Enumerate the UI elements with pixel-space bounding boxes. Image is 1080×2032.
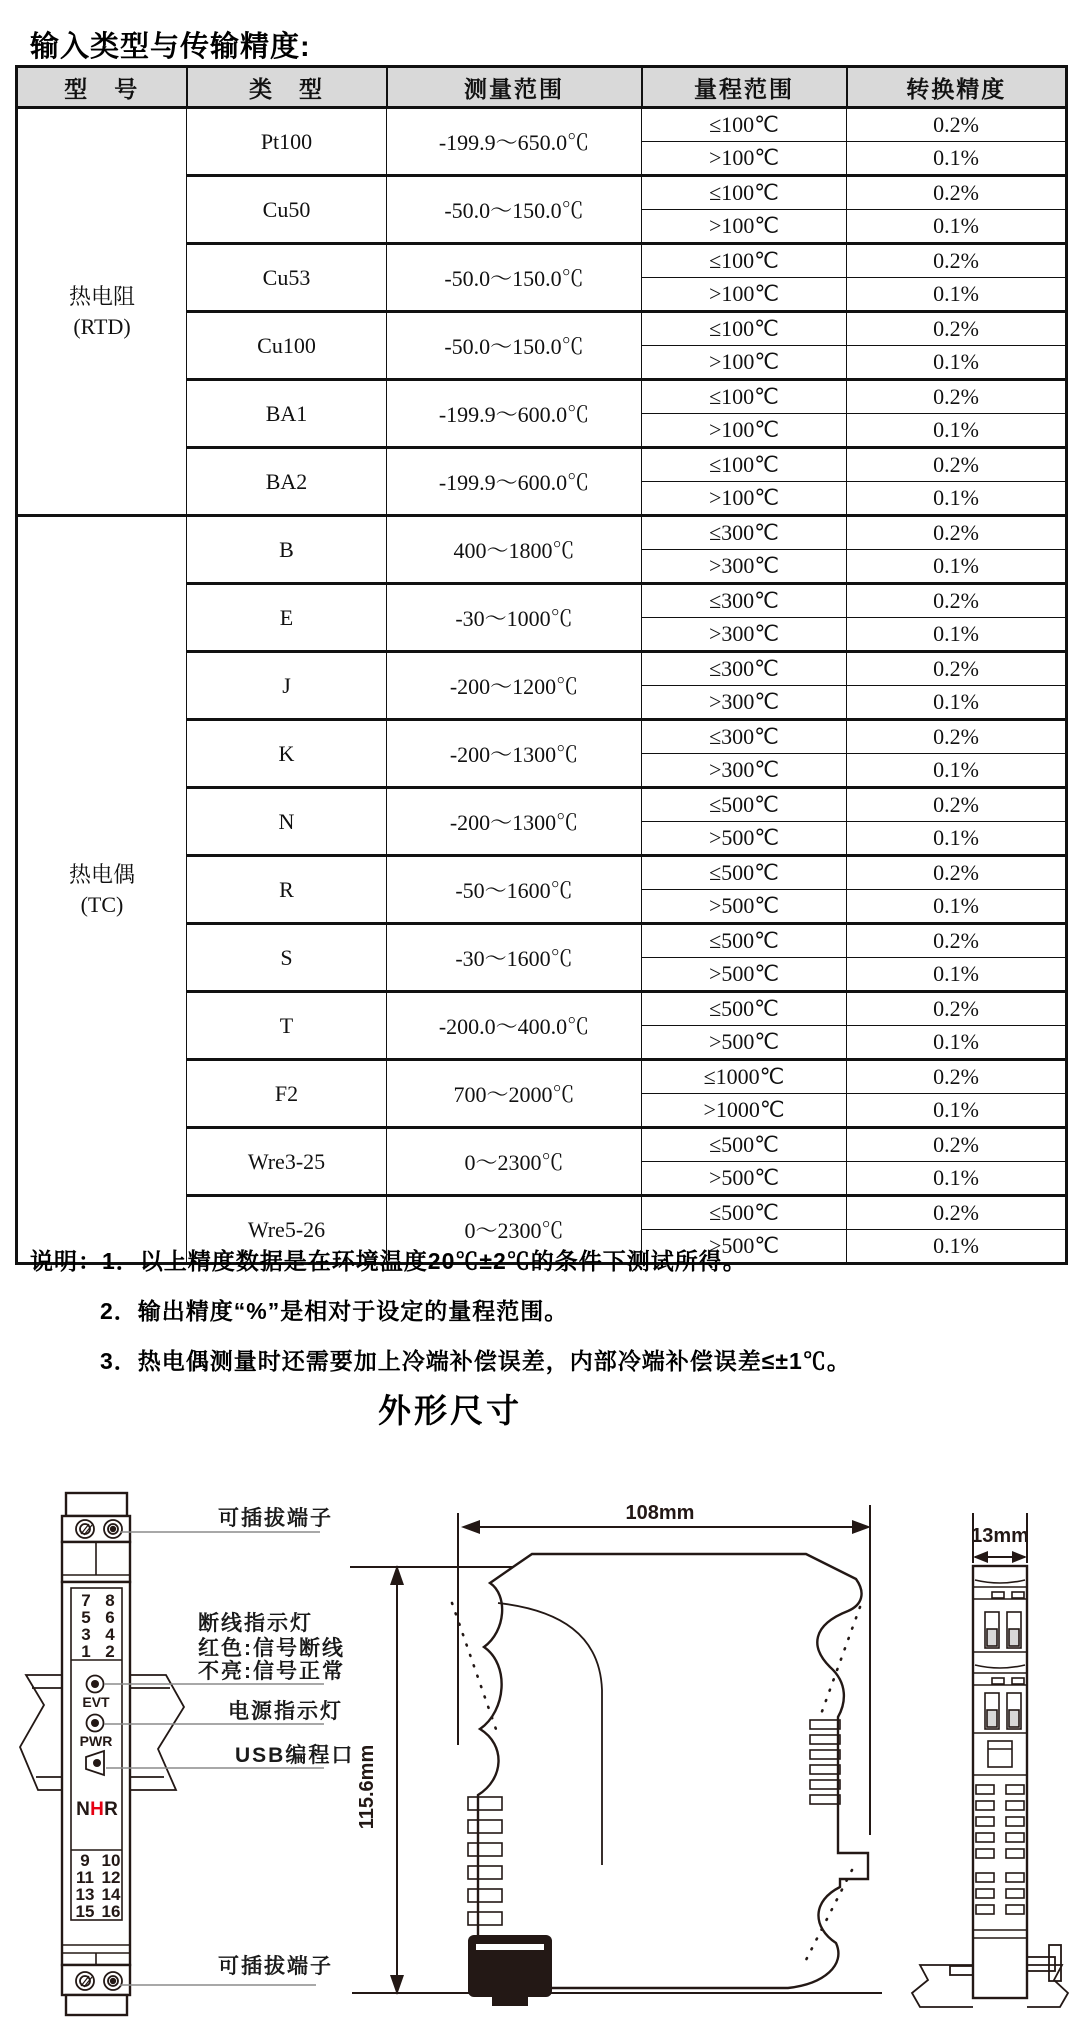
accuracy-cell: 0.1%	[847, 1026, 1067, 1060]
accuracy-cell: 0.1%	[847, 958, 1067, 992]
accuracy-cell: 0.1%	[847, 142, 1067, 176]
type-cell: Pt100	[187, 108, 387, 176]
break-indicator-label: 断线指示灯	[198, 1612, 313, 1635]
terminal-16: 16	[101, 1902, 121, 1921]
accuracy-cell: 0.1%	[847, 686, 1067, 720]
accuracy-cell: 0.2%	[847, 1128, 1067, 1162]
type-cell: R	[187, 856, 387, 924]
note-item-2: 2．输出精度“%”是相对于设定的量程范围。	[100, 1298, 569, 1324]
accuracy-cell: 0.1%	[847, 414, 1067, 448]
range-cell: -50.0～150.0℃	[387, 244, 642, 312]
accuracy-cell: 0.2%	[847, 584, 1067, 618]
range-cell: -200～1300℃	[387, 720, 642, 788]
accuracy-cell: 0.2%	[847, 108, 1067, 142]
terminal-2: 2	[105, 1642, 115, 1661]
model-cell-1: 热电偶 (TC)	[17, 516, 187, 1264]
terminal-5: 5	[81, 1608, 91, 1627]
type-cell: K	[187, 720, 387, 788]
span-cell: ≤500℃	[642, 992, 847, 1026]
range-cell: 0～2300℃	[387, 1196, 642, 1264]
span-cell: >500℃	[642, 890, 847, 924]
thickness-dimension-label: 13mm	[971, 1525, 1029, 1547]
type-cell: Cu53	[187, 244, 387, 312]
logo-letter-n: N	[76, 1799, 90, 1820]
accuracy-cell: 0.1%	[847, 1230, 1067, 1264]
side-view-vent-slots-right	[810, 1720, 840, 1804]
span-cell: >300℃	[642, 686, 847, 720]
range-cell: -199.9～600.0℃	[387, 448, 642, 516]
span-cell: >100℃	[642, 142, 847, 176]
type-cell: Wre3-25	[187, 1128, 387, 1196]
range-cell: -200～1200℃	[387, 652, 642, 720]
accuracy-cell: 0.2%	[847, 1196, 1067, 1230]
side-view-inner-detail	[498, 1603, 602, 1865]
accuracy-cell: 0.2%	[847, 516, 1067, 550]
accuracy-cell: 0.1%	[847, 1162, 1067, 1196]
span-cell: ≤100℃	[642, 176, 847, 210]
span-cell: >100℃	[642, 210, 847, 244]
terminal-13: 13	[75, 1885, 95, 1904]
thickness-dimension	[971, 1513, 1029, 1563]
type-cell: S	[187, 924, 387, 992]
span-cell: >300℃	[642, 754, 847, 788]
power-indicator-label: 电源指示灯	[228, 1700, 343, 1723]
type-cell: T	[187, 992, 387, 1060]
range-cell: -199.9～650.0℃	[387, 108, 642, 176]
accuracy-cell: 0.1%	[847, 210, 1067, 244]
column-header-4: 转换精度	[847, 67, 1067, 108]
column-header-3: 量程范围	[642, 67, 847, 108]
terminal-4: 4	[105, 1625, 115, 1644]
note-line-2	[30, 1286, 1060, 1336]
table-row	[17, 108, 1067, 142]
width-dimension	[461, 1502, 871, 1534]
narrow-module-details	[973, 1580, 1027, 1938]
type-cell: Cu100	[187, 312, 387, 380]
range-cell: -200～1300℃	[387, 788, 642, 856]
type-cell: J	[187, 652, 387, 720]
accuracy-cell: 0.1%	[847, 346, 1067, 380]
side-view-drawing	[350, 1502, 882, 2006]
range-cell: -30～1000℃	[387, 584, 642, 652]
accuracy-cell: 0.2%	[847, 1060, 1067, 1094]
side-view-reference-lines	[350, 1505, 882, 1993]
type-cell: Wre5-26	[187, 1196, 387, 1264]
range-cell: -30～1600℃	[387, 924, 642, 992]
usb-port-label: USB编程口	[235, 1744, 355, 1767]
width-dimension-label: 108mm	[625, 1502, 695, 1524]
terminal-1: 1	[81, 1642, 91, 1661]
span-cell: >100℃	[642, 278, 847, 312]
note-item-3: 3．热电偶测量时还需要加上冷端补偿误差，内部冷端补偿误差≤±1℃。	[100, 1348, 851, 1374]
accuracy-cell: 0.2%	[847, 856, 1067, 890]
accuracy-cell: 0.2%	[847, 992, 1067, 1026]
accuracy-cell: 0.1%	[847, 278, 1067, 312]
accuracy-cell: 0.1%	[847, 618, 1067, 652]
type-cell: N	[187, 788, 387, 856]
span-cell: ≤300℃	[642, 516, 847, 550]
span-cell: >1000℃	[642, 1094, 847, 1128]
accuracy-cell: 0.2%	[847, 652, 1067, 686]
dimensions-section-title: 外形尺寸	[378, 1392, 522, 1429]
span-cell: >500℃	[642, 1026, 847, 1060]
terminal-8: 8	[105, 1591, 115, 1610]
span-cell: ≤100℃	[642, 108, 847, 142]
page-title: 输入类型与传输精度:	[30, 31, 311, 63]
span-cell: ≤500℃	[642, 1196, 847, 1230]
span-cell: >500℃	[642, 1230, 847, 1264]
span-cell: >500℃	[642, 958, 847, 992]
terminal-11: 11	[76, 1868, 94, 1887]
nhr-logo	[76, 1799, 118, 1820]
note-line-1	[30, 1236, 1060, 1286]
accuracy-cell: 0.2%	[847, 448, 1067, 482]
column-header-0: 型 号	[17, 67, 187, 108]
type-cell: BA2	[187, 448, 387, 516]
span-cell: >100℃	[642, 482, 847, 516]
accuracy-cell: 0.1%	[847, 550, 1067, 584]
accuracy-cell: 0.1%	[847, 482, 1067, 516]
terminal-10: 10	[101, 1851, 121, 1870]
front-view-drawing	[20, 1493, 354, 2015]
spec-table-header	[17, 67, 1067, 108]
accuracy-cell: 0.1%	[847, 890, 1067, 924]
accuracy-cell: 0.1%	[847, 1094, 1067, 1128]
span-cell: ≤100℃	[642, 244, 847, 278]
notes-block	[30, 1236, 1060, 1386]
span-cell: >500℃	[642, 822, 847, 856]
accuracy-cell: 0.2%	[847, 176, 1067, 210]
logo-letter-r: R	[104, 1799, 118, 1820]
pwr-label: PWR	[79, 1733, 113, 1749]
span-cell: >500℃	[642, 1162, 847, 1196]
terminal-7: 7	[81, 1591, 91, 1610]
terminal-9: 9	[80, 1851, 90, 1870]
range-cell: -199.9～600.0℃	[387, 380, 642, 448]
span-cell: ≤1000℃	[642, 1060, 847, 1094]
accuracy-cell: 0.2%	[847, 924, 1067, 958]
range-cell: -50.0～150.0℃	[387, 176, 642, 244]
spec-table	[15, 65, 1068, 1265]
type-cell: BA1	[187, 380, 387, 448]
accuracy-cell: 0.1%	[847, 822, 1067, 856]
side-view-dotted-lines	[452, 1603, 860, 1960]
span-cell: ≤300℃	[642, 652, 847, 686]
accuracy-cell: 0.2%	[847, 244, 1067, 278]
span-cell: ≤500℃	[642, 1128, 847, 1162]
terminal-3: 3	[81, 1625, 91, 1644]
range-cell: 700～2000℃	[387, 1060, 642, 1128]
terminal-15: 15	[75, 1902, 95, 1921]
span-cell: ≤500℃	[642, 924, 847, 958]
column-header-1: 类 型	[187, 67, 387, 108]
height-dimension-label: 115.6mm	[356, 1744, 378, 1830]
accuracy-cell: 0.1%	[847, 754, 1067, 788]
side-view-vent-slots-left	[468, 1797, 502, 1925]
accuracy-cell: 0.2%	[847, 312, 1067, 346]
notes-prefix: 说明：	[30, 1248, 102, 1274]
note-line-3	[30, 1336, 1060, 1386]
range-cell: -50～1600℃	[387, 856, 642, 924]
span-cell: >100℃	[642, 414, 847, 448]
accuracy-cell: 0.2%	[847, 720, 1067, 754]
accuracy-cell: 0.2%	[847, 788, 1067, 822]
span-cell: ≤300℃	[642, 720, 847, 754]
span-cell: >300℃	[642, 550, 847, 584]
dimension-drawings	[0, 1435, 1080, 2032]
type-cell: B	[187, 516, 387, 584]
range-cell: 0～2300℃	[387, 1128, 642, 1196]
note-item-1: 1．以上精度数据是在环境温度20℃±2℃的条件下测试所得。	[102, 1248, 747, 1274]
span-cell: ≤100℃	[642, 380, 847, 414]
bottom-connector	[468, 1935, 552, 2006]
span-cell: ≤100℃	[642, 312, 847, 346]
terminal-14: 14	[101, 1885, 121, 1904]
terminal-12: 12	[101, 1868, 121, 1887]
pluggable-terminal-top-label: 可插拔端子	[218, 1507, 333, 1530]
accuracy-cell: 0.2%	[847, 380, 1067, 414]
logo-letter-h: H	[90, 1799, 104, 1820]
pluggable-terminal-bottom-label: 可插拔端子	[218, 1955, 333, 1978]
evt-label: EVT	[82, 1694, 110, 1710]
span-cell: ≤500℃	[642, 856, 847, 890]
terminal-6: 6	[105, 1608, 115, 1627]
span-cell: >300℃	[642, 618, 847, 652]
break-indicator-red-label: 红色:信号断线	[198, 1637, 345, 1660]
range-cell: -50.0～150.0℃	[387, 312, 642, 380]
type-cell: E	[187, 584, 387, 652]
model-cell-0: 热电阻 (RTD)	[17, 108, 187, 516]
column-header-2: 测量范围	[387, 67, 642, 108]
type-cell: Cu50	[187, 176, 387, 244]
span-cell: ≤500℃	[642, 788, 847, 822]
range-cell: -200.0～400.0℃	[387, 992, 642, 1060]
range-cell: 400～1800℃	[387, 516, 642, 584]
height-dimension	[356, 1565, 404, 1995]
type-cell: F2	[187, 1060, 387, 1128]
break-indicator-off-label: 不亮:信号正常	[198, 1660, 345, 1683]
span-cell: ≤100℃	[642, 448, 847, 482]
span-cell: ≤300℃	[642, 584, 847, 618]
span-cell: >100℃	[642, 346, 847, 380]
narrow-front-view-drawing	[912, 1513, 1068, 2007]
table-row	[17, 516, 1067, 550]
